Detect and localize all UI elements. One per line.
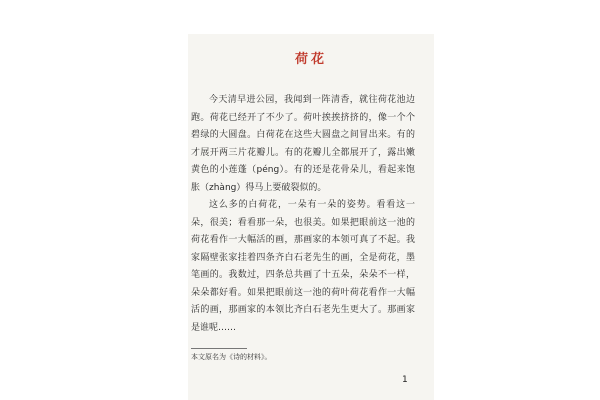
paragraph-2: 这么多的白荷花，一朵有一朵的姿势。看看这一朵，很美；看看那一朵，也很美。如果把眼前这一池的荷花看作一大幅活的画，那画家的本领可真了不起。我家隔壁张家挂着四条齐白石老先生的画，全是荷花，墨笔画的。我数过，四条总共画了十五朵，朵朵不一样，朵朵都好看。如果把眼前这一池的荷叶荷花看作一大幅活的画，那画家的本领比齐白石老先生更大了。那画家是谁呢…… [191, 200, 415, 333]
footnote-divider [191, 348, 247, 349]
document-body [191, 92, 415, 337]
document-title: 荷花 [294, 52, 327, 67]
page-number: 1 [402, 375, 408, 385]
footnote: 本文原名为《诗的材料》。 [191, 353, 272, 361]
paragraph-1: 今天清早进公园，我闻到一阵清香，就往荷花池边跑。荷花已经开了不少了。荷叶挨挨挤挤的，像一个个碧绿的大圆盘。白荷花在这些大圆盘之间冒出来。有的才展开两三片花瓣儿。有的花瓣儿全都展开了，露出嫩黄色的小莲蓬（péng）。有的还是花骨朵儿，看起来饱胀（zhàng）得马上要破裂似的。 [191, 95, 415, 193]
